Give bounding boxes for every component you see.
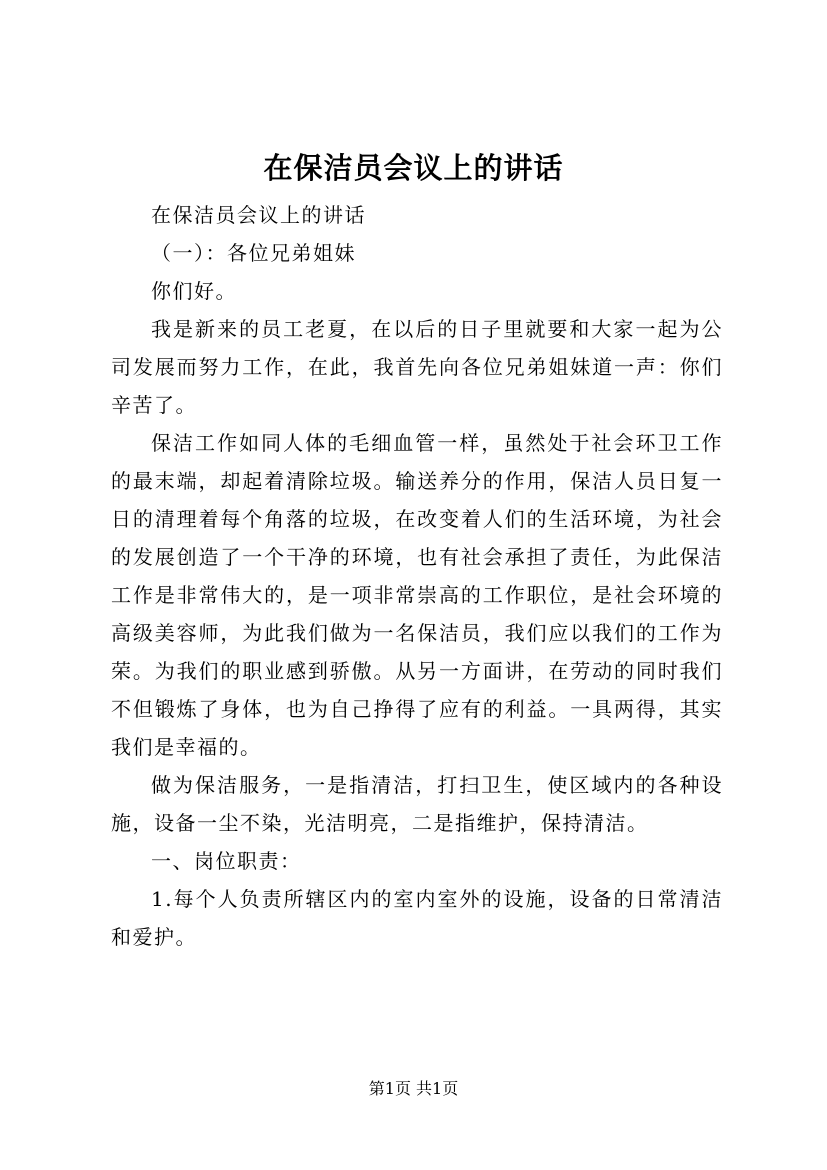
paragraph-cleaning-service: 做为保洁服务，一是指清洁，打扫卫生，使区域内的各种设施，设备一尘不染，光洁明亮，二是指维护，保持清洁。	[111, 773, 723, 835]
document-body	[111, 196, 723, 956]
paragraph-greeting: 你们好。	[151, 279, 237, 303]
paragraph-introduction: 我是新来的员工老夏，在以后的日子里就要和大家一起为公司发展而努力工作，在此，我首先向各位兄弟姐妹道一声：你们辛苦了。	[111, 317, 723, 417]
paragraph-cleaning-work: 保洁工作如同人体的毛细血管一样，虽然处于社会环卫工作的最末端，却起着清除垃圾。输送养分的作用，保洁人员日复一日的清理着每个角落的垃圾，在改变着人们的生活环境，为社会的发展创造了一个干净的环境，也有社会承担了责任，为此保洁工作是非常伟大的，是一项非常崇高的工作职位，是社会环境的高级美容师，为此我们做为一名保洁员，我们应以我们的工作为荣。为我们的职业感到骄傲。从另一方面讲，在劳动的同时我们不但锻炼了身体，也为自己挣得了应有的利益。一具两得，其实我们是幸福的。	[111, 431, 723, 759]
paragraph-subtitle: 在保洁员会议上的讲话	[151, 203, 366, 227]
paragraph-duties-heading: 一、岗位职责：	[151, 849, 302, 873]
paragraph-section-one: （一）：各位兄弟姐妹	[151, 241, 356, 265]
document-title: 在保洁员会议上的讲话	[263, 151, 564, 185]
page-number: 第1页 共1页	[368, 1079, 459, 1098]
paragraph-duty-item-1: 1.每个人负责所辖区内的室内室外的设施，设备的日常清洁和爱护。	[111, 887, 723, 949]
